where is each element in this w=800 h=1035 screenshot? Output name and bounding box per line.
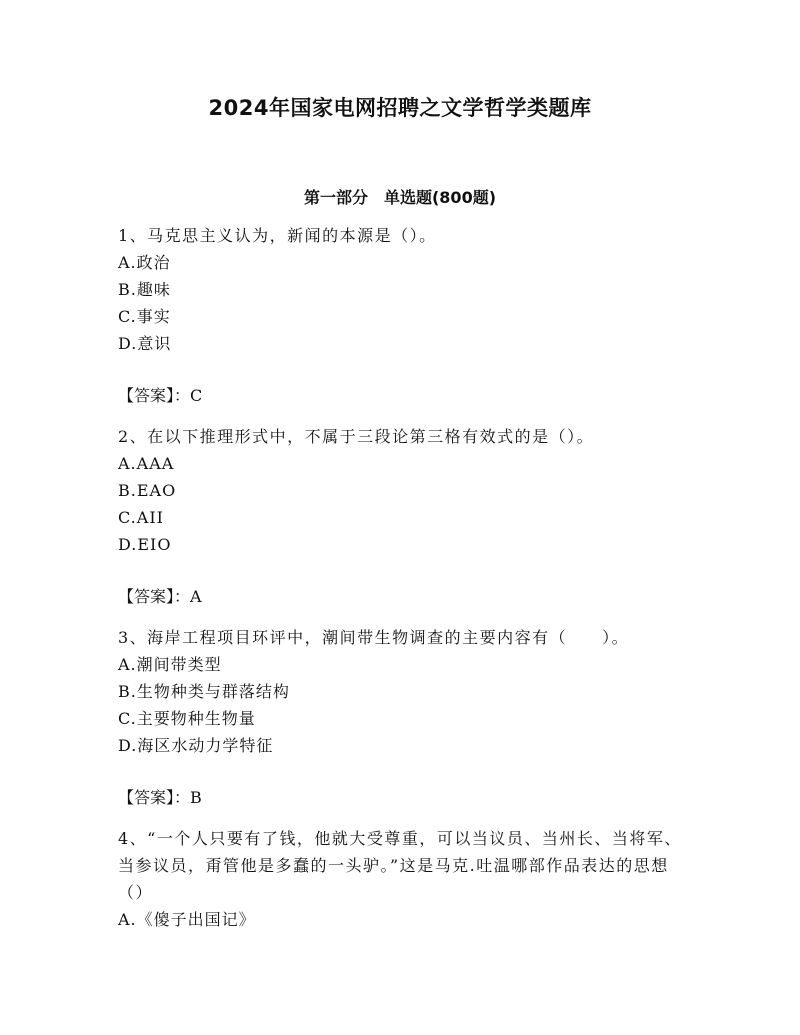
option-c: C.主要物种生物量 [118,709,256,728]
answer-block-2 [118,583,688,610]
option-d: D.意识 [118,334,172,353]
option-b: B.趣味 [118,280,171,299]
option-a: A.AAA [118,454,175,473]
question-stem: 4、“一个人只要有了钱，他就大受尊重，可以当议员、当州长、当将军、当参议员，甭管他是多蠢的一头驴。”这是马克.吐温哪部作品表达的思想（） [118,829,682,902]
question-stem: 3、海岸工程项目环评中，潮间带生物调查的主要内容有（ ）。 [118,628,630,647]
option-a: A.政治 [118,253,171,272]
option-a: A.《傻子出国记》 [118,910,256,929]
option-c: C.AII [118,508,164,527]
question-2 [118,423,688,558]
question-stem: 1、马克思主义认为，新闻的本源是（）。 [118,226,437,245]
option-b: B.生物种类与群落结构 [118,682,290,701]
section-title: 第一部分 单选题(800题) [303,188,497,207]
option-b: B.EAO [118,481,177,500]
question-stem: 2、在以下推理形式中，不属于三段论第三格有效式的是（）。 [118,427,595,446]
answer-text: 【答案】：B [118,788,202,807]
answer-text: 【答案】：C [118,386,203,405]
option-c: C.事实 [118,307,171,326]
question-4 [118,825,688,933]
answer-block-3 [118,784,688,811]
document-title: 2024年国家电网招聘之文学哲学类题库 [208,96,592,120]
question-1 [118,222,688,357]
answer-text: 【答案】：A [118,587,202,606]
question-3 [118,624,688,759]
option-d: D.海区水动力学特征 [118,736,274,755]
answer-block-1 [118,382,688,409]
option-d: D.EIO [118,535,172,554]
option-a: A.潮间带类型 [118,655,222,674]
question-list [118,222,688,933]
